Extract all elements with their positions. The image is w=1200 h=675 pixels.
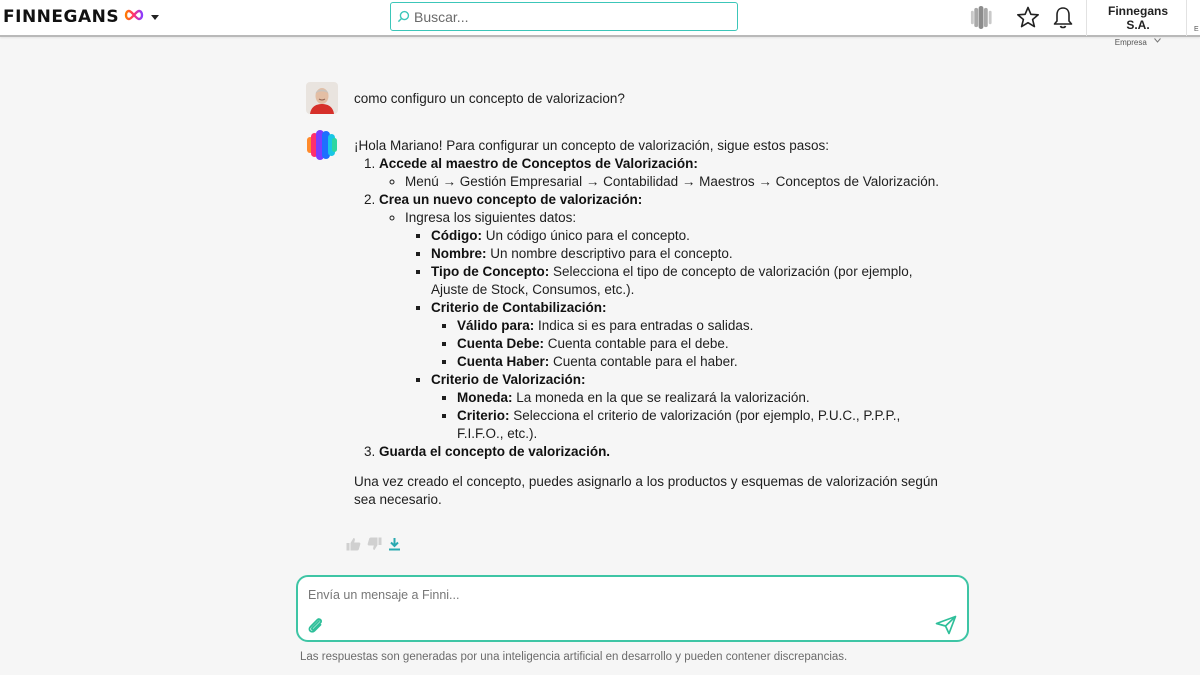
download-icon[interactable]	[388, 537, 401, 551]
list-item: ▪ Nombre: Un nombre descriptivo para el concepto.	[431, 245, 946, 263]
steps-list	[379, 155, 946, 461]
list-item: ▪ Criterio: Selecciona el criterio de valorización (por ejemplo, P.U.C., P.P.P., F.I.F.O., etc.).	[457, 407, 946, 443]
assistant-logo-icon	[306, 129, 338, 161]
assistant-message-text	[354, 129, 946, 509]
list-item: ▪ Criterio de Contabilización: ▪ Válido para: Indica si es para entradas o salidas. ▪ Cuenta Debe: Cuenta contable para el debe. ▪ Cuenta Haber: Cuenta contable para el haber.	[431, 299, 946, 371]
company-selector[interactable]	[1096, 4, 1180, 50]
company-type: Empresa	[1114, 38, 1147, 47]
list-item: ▪ Moneda: La moneda en la que se realizará la valorización.	[457, 389, 946, 407]
edge-label: E	[1194, 26, 1199, 33]
header-divider	[1186, 0, 1187, 36]
list-item: ◦ Menú → Gestión Empresarial → Contabilidad → Maestros → Conceptos de Valorización.	[405, 173, 946, 191]
search-box[interactable]	[390, 2, 738, 31]
brand-name: FINNEGANS	[3, 7, 120, 27]
step-title: Guarda el concepto de valorización.	[379, 444, 611, 459]
list-item: ▪ Tipo de Concepto: Selecciona el tipo de concepto de valorización (por ejemplo, Ajuste de Stock, Consumos, etc.).	[431, 263, 946, 299]
list-item: ◦ Ingresa los siguientes datos: ▪ Código: Un código único para el concepto. ▪ Nombre: Un nombre descriptivo para el concepto. ▪ Tipo de Concepto: Selecciona el tipo de concepto de valorización (por ejemplo, Ajuste de Stock, Consumos, etc.). ▪ Criterio de Contabilización: ▪ Válido para: Indica si es para entradas o salidas. ▪ Cuenta Debe: Cuenta contable para el debe. ▪ Cuenta Haber: Cuenta contable para el haber. ▪ Criterio de Valorización: ▪ Moneda: La moneda en la que se realizará la valorización. ▪ Criterio: Selecciona el criterio de valorización (por ejemplo, P.U.C., P.P.P., F.I.F.O., etc.).	[405, 209, 946, 443]
list-item: ▪ Código: Un código único para el concepto.	[431, 227, 946, 245]
attach-icon[interactable]	[307, 616, 325, 636]
ai-disclaimer: Las respuestas son generadas por una inteligencia artificial en desarrollo y pueden contener discrepancias.	[300, 651, 848, 663]
step-title: Accede al maestro de Conceptos de Valorización:	[379, 156, 698, 171]
list-item: ▪ Válido para: Indica si es para entradas o salidas.	[457, 317, 946, 335]
user-message-text: como configuro un concepto de valorizacion?	[354, 91, 625, 106]
company-name: Finnegans S.A.	[1107, 4, 1168, 32]
header-divider	[1086, 0, 1087, 36]
brand-menu-caret-icon[interactable]	[151, 15, 159, 20]
message-input[interactable]	[308, 588, 908, 610]
message-composer[interactable]	[296, 575, 969, 642]
thumbs-up-icon[interactable]	[346, 537, 361, 551]
list-item: ▪ Cuenta Debe: Cuenta contable para el debe.	[457, 335, 946, 353]
brand-infinity-icon	[123, 8, 145, 26]
star-icon[interactable]	[1016, 6, 1040, 28]
user-avatar	[306, 82, 338, 114]
list-item: ▪ Cuenta Haber: Cuenta contable para el haber.	[457, 353, 946, 371]
user-message	[306, 82, 946, 108]
step-item	[379, 155, 946, 191]
assistant-closing: Una vez creado el concepto, puedes asignarlo a los productos y esquemas de valorización según sea necesario.	[354, 474, 938, 507]
bell-icon[interactable]	[1052, 6, 1074, 30]
top-bar	[0, 0, 1200, 47]
search-input[interactable]	[414, 9, 714, 25]
brand-logo[interactable]	[3, 7, 159, 27]
assistant-message	[306, 129, 946, 509]
search-icon	[397, 10, 410, 23]
assistant-intro: ¡Hola Mariano! Para configurar un concepto de valorización, sigue estos pasos:	[354, 138, 830, 153]
step-item	[379, 443, 946, 461]
list-item: ▪ Criterio de Valorización: ▪ Moneda: La moneda en la que se realizará la valorización. ▪ Criterio: Selecciona el criterio de valorización (por ejemplo, P.U.C., P.P.P., F.I.F.O., etc.).	[431, 371, 946, 443]
assistant-avatar-icon[interactable]	[969, 5, 994, 30]
step-item	[379, 191, 946, 443]
company-caret-icon	[1154, 38, 1161, 43]
thumbs-down-icon[interactable]	[367, 537, 382, 551]
send-icon[interactable]	[935, 615, 957, 635]
feedback-actions	[346, 537, 401, 551]
step-title: Crea un nuevo concepto de valorización:	[379, 192, 643, 207]
